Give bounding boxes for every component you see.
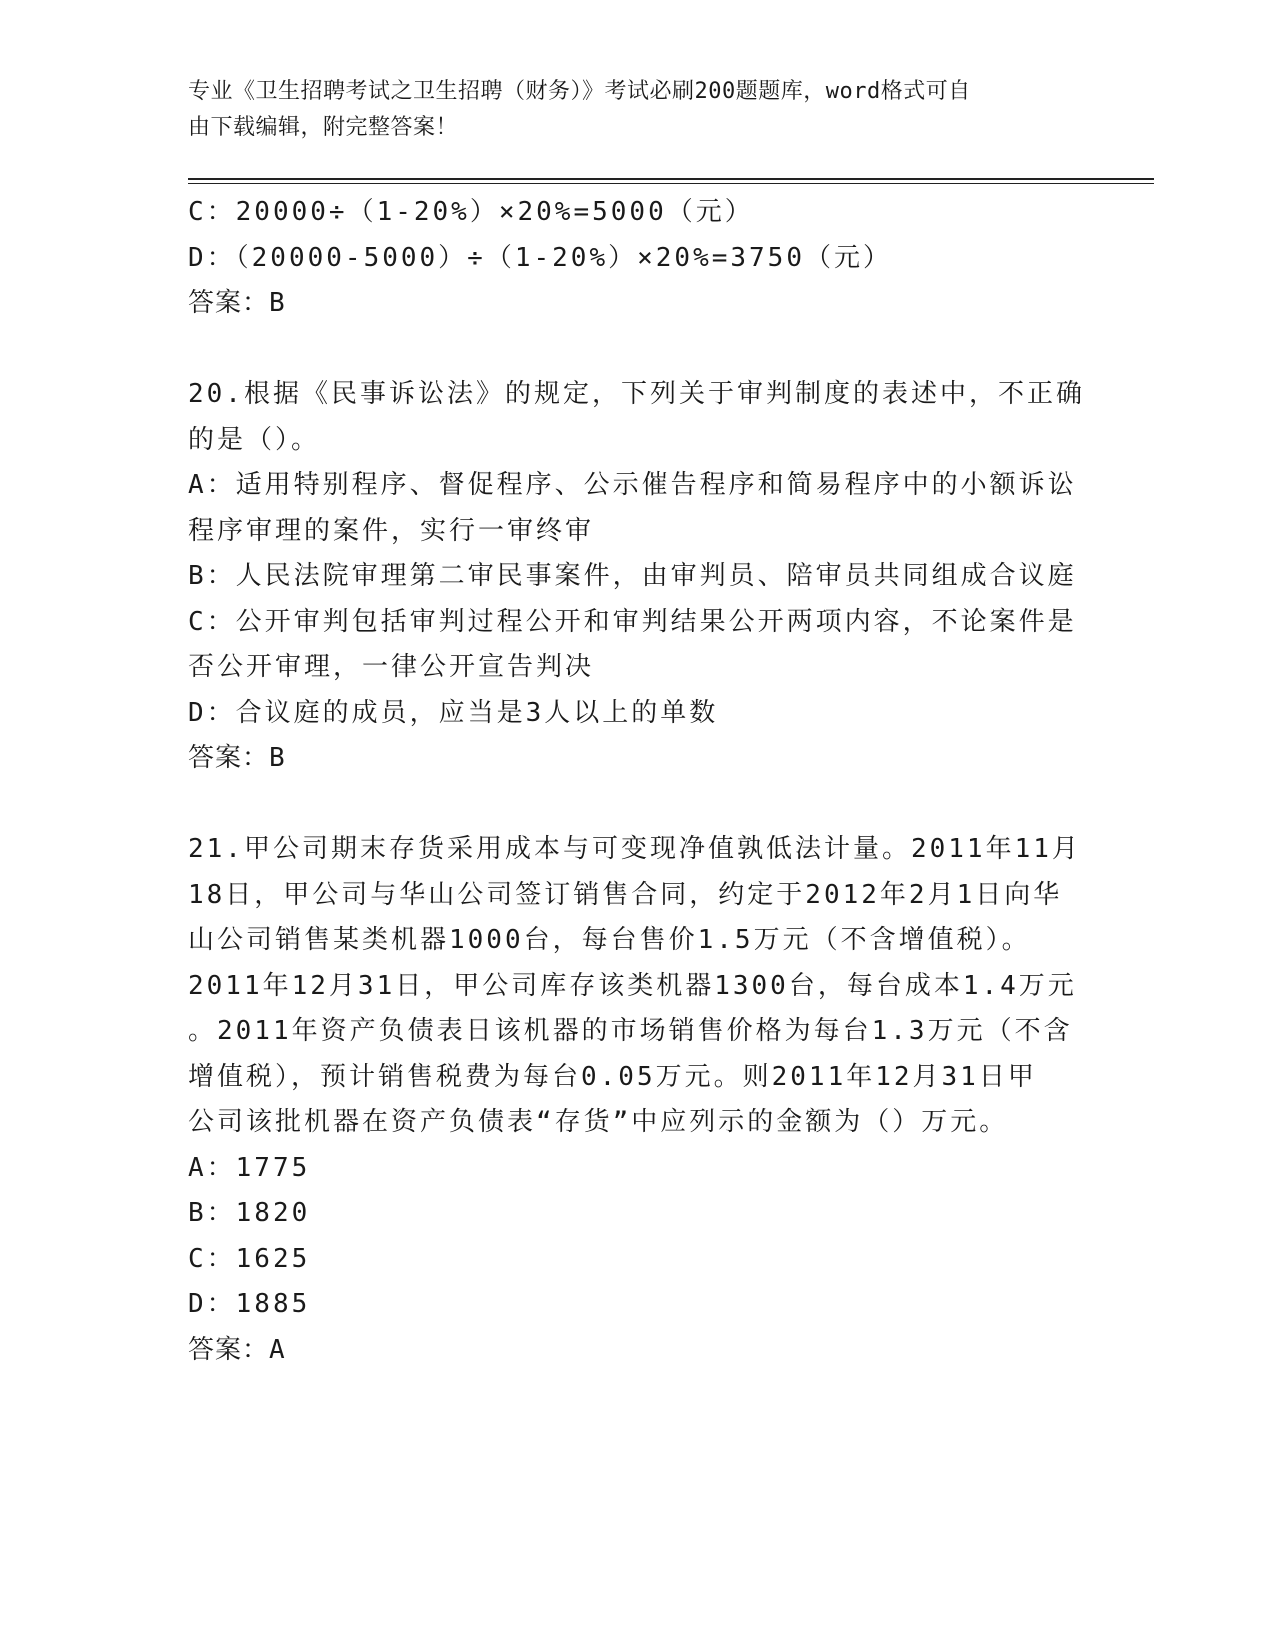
document-header — [188, 74, 1068, 146]
q20-option-b: B：人民法院审理第二审民事案件，由审判员、陪审员共同组成合议庭 — [188, 561, 1077, 591]
q21-option-d: D：1885 — [188, 1289, 311, 1319]
q21-stem-line-5: 。2011年资产负债表日该机器的市场销售价格为每台1.3万元（不含 — [188, 1016, 1073, 1046]
q20-option-a-line-2: 程序审理的案件，实行一审终审 — [188, 515, 595, 546]
q20-option-c-line-1: C：公开审判包括审判过程公开和审判结果公开两项内容，不论案件是 — [188, 606, 1077, 637]
q21-stem-line-7: 公司该批机器在资产负债表“存货”中应列示的金额为（）万元。 — [188, 1107, 1009, 1137]
q21-answer: 答案：A — [188, 1334, 286, 1365]
prev-option-c: C：20000÷（1-20%）×20%=5000（元） — [188, 197, 754, 227]
header-divider-thin — [188, 183, 1154, 184]
q20-stem-line-1: 20.根据《民事诉讼法》的规定，下列关于审判制度的表述中，不正确 — [188, 379, 1085, 409]
q20-option-d: D：合议庭的成员，应当是3人以上的单数 — [188, 697, 719, 728]
spacer — [188, 327, 1088, 373]
q21-stem-line-2: 18日，甲公司与华山公司签订销售合同，约定于2012年2月1日向华 — [188, 879, 1063, 910]
q20-option-c-line-2: 否公开审理，一律公开宣告判决 — [188, 652, 595, 682]
q20-option-a-line-1: A：适用特别程序、督促程序、公示催告程序和简易程序中的小额诉讼 — [188, 470, 1077, 500]
q21-option-b: B：1820 — [188, 1198, 311, 1228]
q21-stem-line-1: 21.甲公司期末存货采用成本与可变现净值孰低法计量。2011年11月 — [188, 834, 1081, 864]
q21-option-c: C：1625 — [188, 1243, 311, 1274]
header-line-2: 由下载编辑，附完整答案！ — [188, 115, 459, 140]
q21-stem-line-6: 增值税），预计销售税费为每台0.05万元。则2011年12月31日甲 — [188, 1061, 1037, 1092]
q21-stem-line-4: 2011年12月31日，甲公司库存该类机器1300台，每台成本1.4万元 — [188, 970, 1077, 1001]
q21-stem-line-3: 山公司销售某类机器1000台，每台售价1.5万元（不含增值税）。 — [188, 925, 1031, 955]
prev-option-d: D：（20000-5000）÷（1-20%）×20%=3750（元） — [188, 242, 892, 273]
q20-answer: 答案：B — [188, 743, 286, 773]
spacer — [188, 782, 1088, 828]
prev-answer: 答案：B — [188, 288, 286, 318]
header-line-1: 专业《卫生招聘考试之卫生招聘（财务）》考试必刷200题题库，word格式可自 — [188, 79, 971, 104]
question-content — [188, 190, 1088, 1373]
q21-option-a: A：1775 — [188, 1152, 311, 1183]
header-divider-thick — [188, 178, 1154, 180]
q20-stem-line-2: 的是（）。 — [188, 424, 321, 455]
